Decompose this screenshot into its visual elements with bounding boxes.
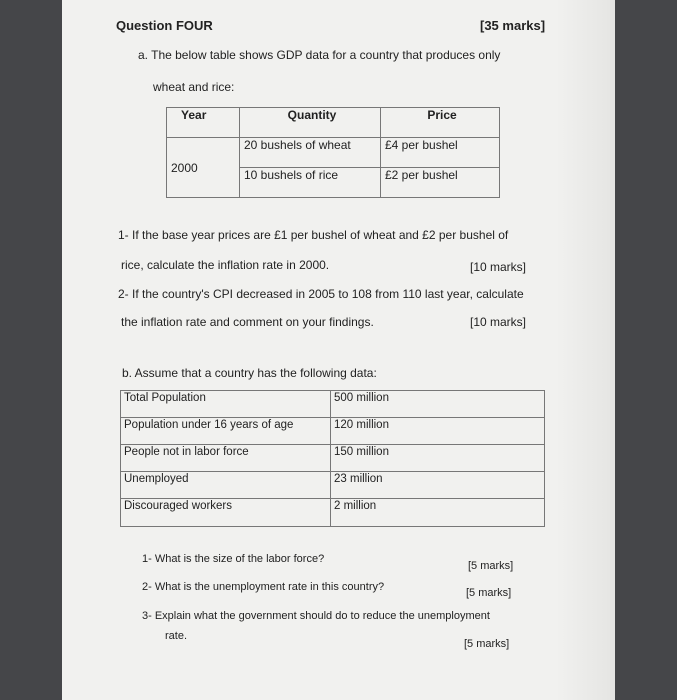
labor-value-cell: 2 million xyxy=(331,499,545,527)
part-b-q3-line2: rate. xyxy=(165,630,188,642)
part-a-intro-line2: wheat and rice: xyxy=(153,80,235,94)
gdp-header-price: Price xyxy=(381,108,500,138)
part-b-q1: 1- What is the size of the labor force? xyxy=(142,553,325,565)
table-row xyxy=(121,472,545,499)
part-b-q2: 2- What is the unemployment rate in this country? xyxy=(142,581,385,593)
part-a-q2-marks: [10 marks] xyxy=(470,315,527,329)
labor-value-cell: 500 million xyxy=(331,391,545,418)
part-b-q2-marks: [5 marks] xyxy=(466,587,512,599)
table-row xyxy=(121,418,545,445)
part-a-q1-marks: [10 marks] xyxy=(470,260,527,274)
part-a-q2-line1: 2- If the country's CPI decreased in 2005 to 108 from 110 last year, calculate xyxy=(118,287,524,301)
part-b-q1-marks: [5 marks] xyxy=(468,560,514,572)
page-shadow xyxy=(555,0,615,700)
table-row xyxy=(121,391,545,418)
gdp-header-quantity: Quantity xyxy=(240,108,381,138)
gdp-year-cell: 2000 xyxy=(167,138,240,198)
question-paper xyxy=(62,0,615,700)
part-a-q1-line2: rice, calculate the inflation rate in 2000. xyxy=(121,258,330,272)
question-title: Question FOUR xyxy=(116,18,213,33)
labor-value-cell: 120 million xyxy=(331,418,545,445)
part-b-q3-line1: 3- Explain what the government should do to reduce the unemployment xyxy=(142,610,490,622)
labor-label-cell: Total Population xyxy=(121,391,331,418)
question-marks: [35 marks] xyxy=(480,18,546,33)
gdp-price-cell: £2 per bushel xyxy=(381,168,500,198)
gdp-header-year: Year xyxy=(167,108,240,138)
gdp-table xyxy=(166,107,500,198)
labor-label-cell: Unemployed xyxy=(121,472,331,499)
labor-label-cell: Discouraged workers xyxy=(121,499,331,527)
part-b-q3-marks: [5 marks] xyxy=(464,638,510,650)
labor-label-cell: People not in labor force xyxy=(121,445,331,472)
part-a-q1-line1: 1- If the base year prices are £1 per bushel of wheat and £2 per bushel of xyxy=(118,228,509,242)
part-a-q2-line2: the inflation rate and comment on your findings. xyxy=(121,315,374,329)
gdp-price-cell: £4 per bushel xyxy=(381,138,500,168)
table-row xyxy=(167,138,500,168)
gdp-quantity-cell: 20 bushels of wheat xyxy=(240,138,381,168)
gdp-quantity-cell: 10 bushels of rice xyxy=(240,168,381,198)
labor-data-table xyxy=(120,390,545,527)
part-a-intro-line1: a. The below table shows GDP data for a country that produces only xyxy=(138,48,501,62)
table-row xyxy=(121,445,545,472)
labor-label-cell: Population under 16 years of age xyxy=(121,418,331,445)
part-b-intro: b. Assume that a country has the following data: xyxy=(122,366,377,380)
labor-value-cell: 23 million xyxy=(331,472,545,499)
table-row xyxy=(121,499,545,527)
labor-value-cell: 150 million xyxy=(331,445,545,472)
